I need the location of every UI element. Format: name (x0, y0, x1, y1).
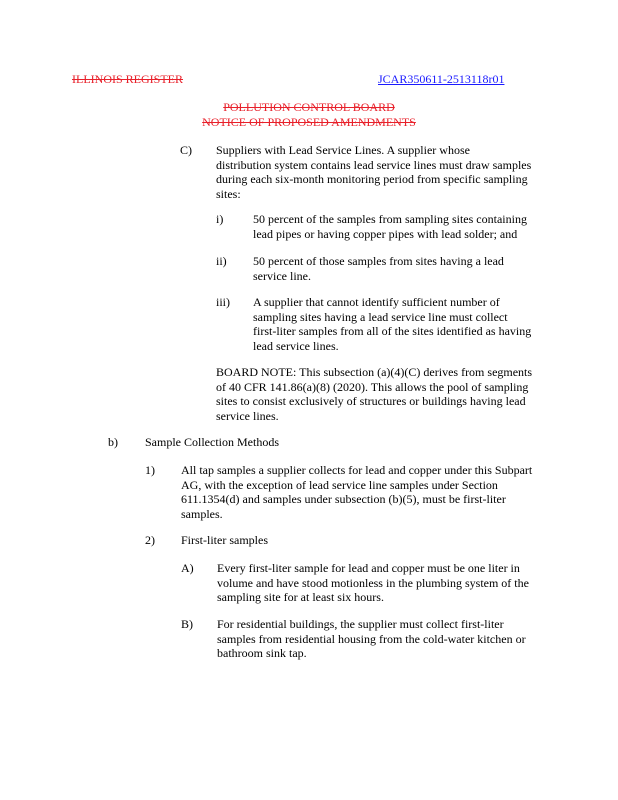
paragraph-1-line: All tap samples a supplier collects for lead and copper under this Subpart (181, 463, 533, 477)
item-ii-label: ii) (216, 254, 227, 268)
item-b-label: B) (181, 617, 193, 631)
subsection-c-line: sites: (216, 186, 241, 201)
item-iii-label: iii) (216, 295, 230, 309)
item-a-line: sampling site for at least six hours. (217, 590, 384, 604)
paragraph-1-line: 611.1354(d) and samples under subsection (b)(5), must be first-liter (181, 492, 506, 506)
subsection-c-line: distribution system contains lead service lines must draw samples (216, 157, 532, 172)
document-id-link[interactable]: JCAR350611-2513118r01 (378, 72, 505, 86)
subsection-c-label: C) (180, 143, 192, 157)
item-iii-line: first-liter samples from all of the sites identified as having (253, 324, 532, 338)
paragraph-2-heading: First-liter samples (181, 533, 268, 547)
item-ii-line: service line. (253, 268, 311, 283)
paragraph-1-line: AG, with the exception of lead service line samples under Section (181, 477, 498, 492)
notice-title: NOTICE OF PROPOSED AMENDMENTS (202, 115, 416, 129)
item-a-label: A) (181, 561, 194, 575)
board-note-line: of 40 CFR 141.86(a)(8) (2020). This allows the pool of sampling (216, 379, 529, 394)
board-note-line: service lines. (216, 408, 279, 423)
item-b-line: samples from residential housing from the cold-water kitchen or (217, 631, 526, 646)
subsection-b-heading: Sample Collection Methods (145, 435, 279, 449)
paragraph-2-label: 2) (145, 533, 155, 547)
paragraph-1-label: 1) (145, 463, 155, 477)
item-a-line: volume and have stood motionless in the plumbing system of the (217, 575, 529, 590)
board-note-line: sites to consist exclusively of structures or buildings having lead (216, 394, 526, 408)
item-i-line: 50 percent of the samples from sampling sites containing (253, 212, 527, 226)
agency-title: POLLUTION CONTROL BOARD (223, 100, 395, 114)
item-ii-line: 50 percent of those samples from sites having a lead (253, 254, 504, 268)
item-i-label: i) (216, 212, 224, 226)
register-title: ILLINOIS REGISTER (72, 72, 183, 86)
item-iii-line: A supplier that cannot identify sufficient number of (253, 295, 500, 309)
item-iii-line: lead service lines. (253, 338, 339, 353)
subsection-c-line: Suppliers with Lead Service Lines. A supplier whose (216, 143, 470, 157)
paragraph-1-line: samples. (181, 506, 223, 521)
item-iii-line: sampling sites having a lead service line must collect (253, 309, 508, 324)
subsection-b-label: b) (108, 435, 118, 449)
subsection-c-line: during each six-month monitoring period from specific sampling (216, 172, 528, 186)
item-i-line: lead pipes or having copper pipes with lead solder; and (253, 226, 518, 241)
item-b-line: bathroom sink tap. (217, 646, 307, 660)
item-b-line: For residential buildings, the supplier must collect first-liter (217, 617, 504, 631)
item-a-line: Every first-liter sample for lead and copper must be one liter in (217, 561, 520, 575)
board-note-line: BOARD NOTE: This subsection (a)(4)(C) derives from segments (216, 365, 533, 379)
